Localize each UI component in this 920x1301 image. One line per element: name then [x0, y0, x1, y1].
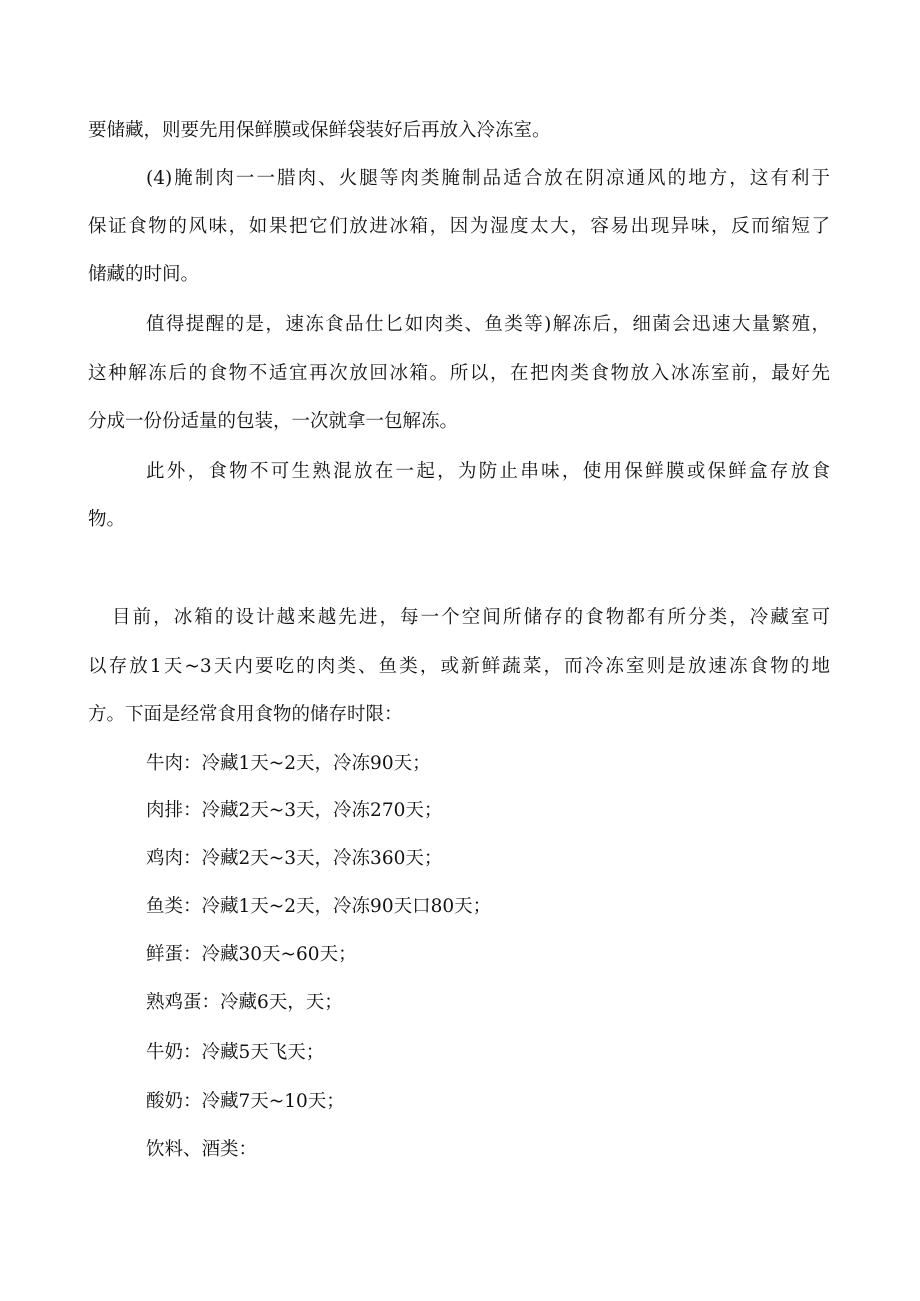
- list-item: 牛肉：冷藏1天~2天，冷冻90天；: [146, 753, 431, 774]
- paragraph-line: 此外，食物不可生熟混放在一起，为防止串味，使用保鲜膜或保鲜盒存放食: [146, 461, 830, 482]
- paragraph-line: 这种解冻后的食物不适宜再次放回冰箱。所以，在把肉类食物放入冰冻室前，最好先: [88, 363, 830, 384]
- paragraph-line: 储藏的时间。: [88, 264, 200, 285]
- paragraph-line: 物。: [88, 509, 126, 530]
- list-item: 酸奶：冷藏7天~10天；: [146, 1091, 345, 1112]
- paragraph-line: 目前，冰箱的设计越来越先进，每一个空间所储存的食物都有所分类，冷藏室可: [112, 607, 830, 628]
- paragraph-line: (4)腌制肉一一腊肉、火腿等肉类腌制品适合放在阴凉通风的地方，这有利于: [146, 168, 830, 189]
- paragraph-line: 以存放1天~3天内要吃的肉类、鱼类，或新鲜蔬菜，而冷冻室则是放速冻食物的地: [88, 656, 830, 677]
- paragraph-line: 方。下面是经常食用食物的储存时限：: [88, 704, 403, 725]
- list-item: 牛奶：冷藏5天飞天；: [146, 1042, 325, 1063]
- list-item: 鱼类：冷藏1天~2天，冷冻90天口80天；: [146, 896, 492, 917]
- paragraph-line: 值得提醒的是，速冻食品仕匕如肉类、鱼类等)解冻后，细菌会迅速大量繁殖，: [146, 314, 830, 335]
- paragraph-line: 要储藏，则要先用保鲜膜或保鲜袋装好后再放入冷冻室。: [88, 120, 551, 141]
- list-item: 饮料、酒类：: [146, 1139, 258, 1160]
- list-item: 肉排：冷藏2天~3天，冷冻270天；: [146, 800, 443, 821]
- list-item: 鸡肉：冷藏2天~3天，冷冻360天；: [146, 848, 443, 869]
- paragraph-line: 保证食物的风味，如果把它们放进冰箱，因为湿度太大，容易出现异味，反而缩短了: [88, 216, 830, 237]
- paragraph-line: 分成一份份适量的包装，一次就拿一包解冻。: [88, 411, 459, 432]
- list-item: 鲜蛋：冷藏30天~60天；: [146, 944, 357, 965]
- list-item: 熟鸡蛋：冷藏6天，天；: [146, 992, 343, 1013]
